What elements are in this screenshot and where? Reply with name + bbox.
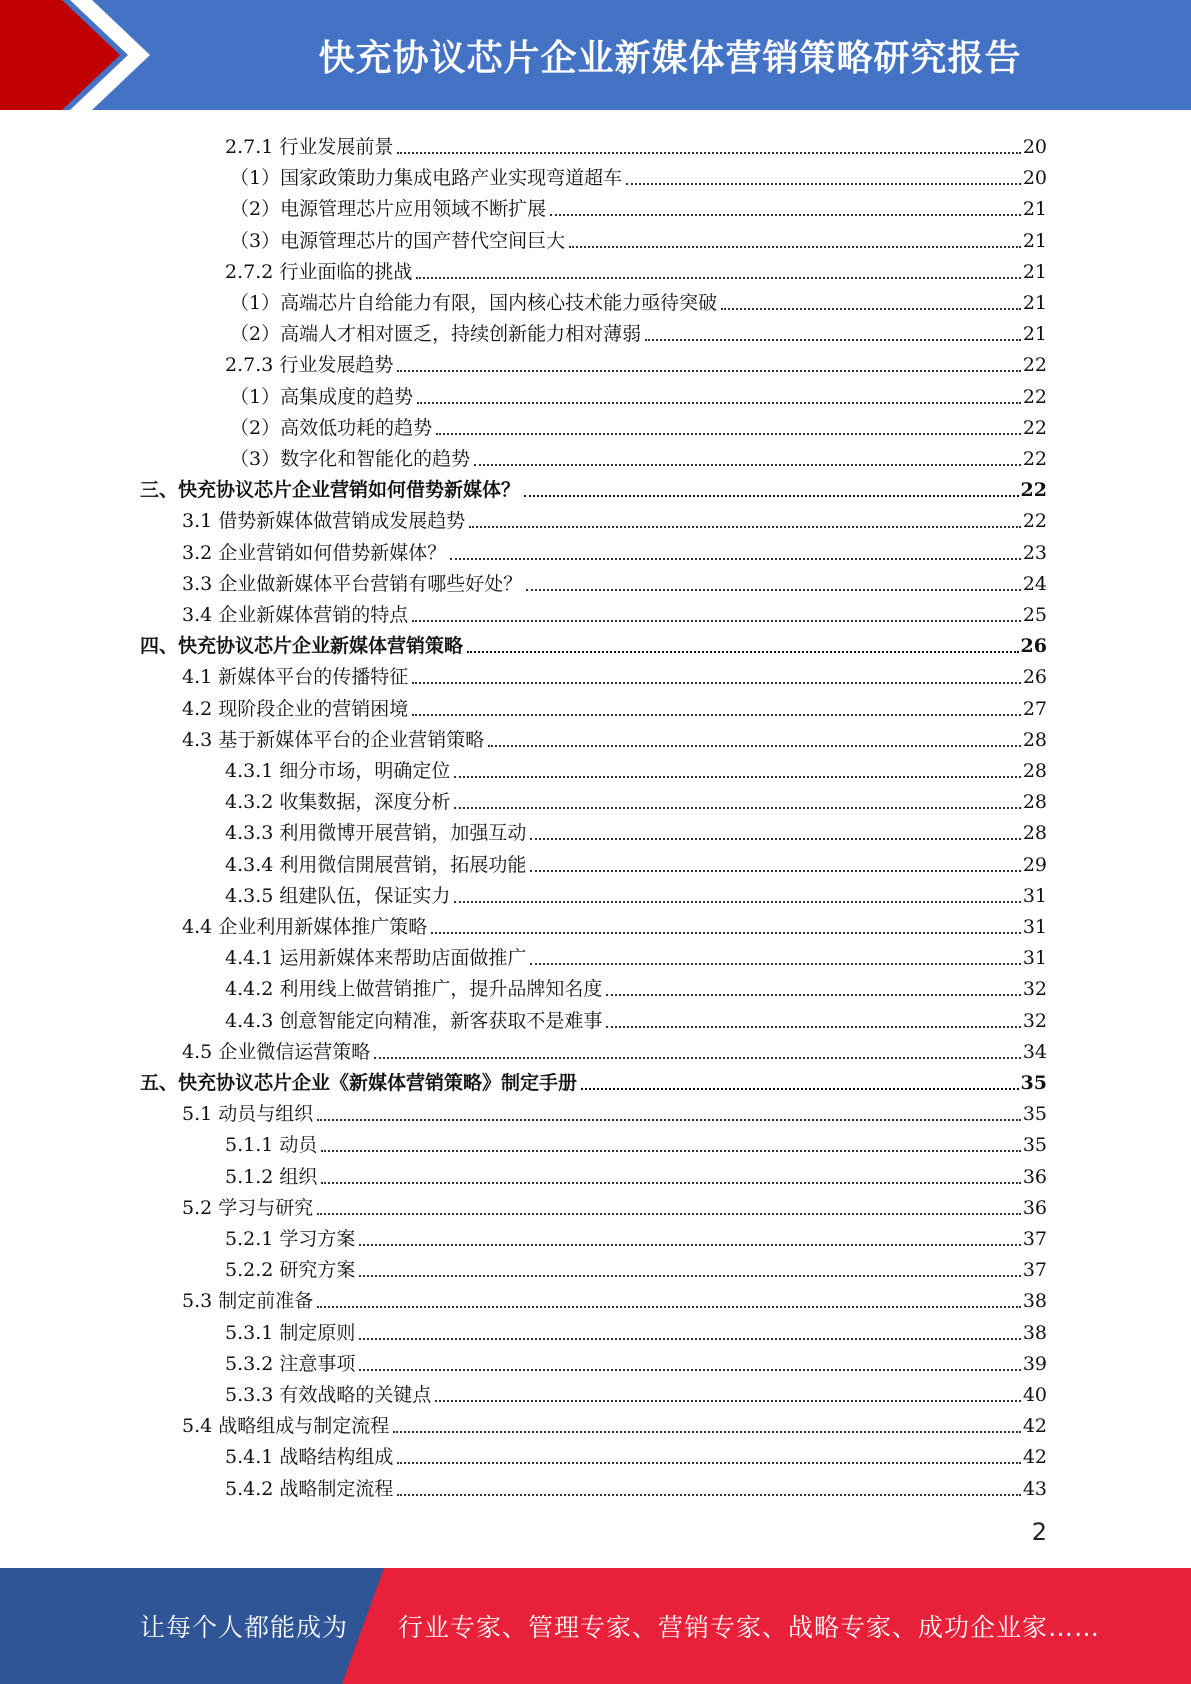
- toc-entry-page: 28: [1022, 822, 1047, 845]
- toc-entry-page: 27: [1022, 697, 1047, 720]
- toc-dot-leader: [431, 932, 1021, 934]
- toc-entry[interactable]: [182, 721, 1047, 752]
- toc-entry-page: 31: [1022, 947, 1047, 970]
- toc-entry[interactable]: [182, 658, 1047, 689]
- toc-entry-page: 28: [1022, 791, 1047, 814]
- toc-entry[interactable]: [230, 284, 1047, 315]
- toc-entry-label: （3）数字化和智能化的趋势: [230, 448, 471, 470]
- toc-dot-leader: [606, 1026, 1020, 1028]
- toc-entry-label: 5.2 学习与研究: [182, 1196, 314, 1219]
- toc-entry[interactable]: [225, 1376, 1047, 1407]
- toc-entry[interactable]: [225, 1470, 1047, 1501]
- toc-entry-page: 28: [1022, 728, 1047, 751]
- toc-dot-leader: [606, 994, 1020, 996]
- toc-entry[interactable]: [140, 471, 1047, 502]
- toc-entry[interactable]: [182, 534, 1047, 565]
- toc-entry[interactable]: [182, 1282, 1047, 1313]
- page-number: 2: [1031, 1518, 1047, 1546]
- toc-dot-leader: [359, 1369, 1020, 1371]
- toc-entry-page: 21: [1022, 229, 1047, 252]
- toc-entry[interactable]: [230, 315, 1047, 346]
- toc-dot-leader: [393, 1431, 1021, 1433]
- toc-entry-label: 4.3.1 细分市场，明确定位: [225, 760, 451, 782]
- toc-entry-label: 2.7.1 行业发展前景: [225, 136, 394, 158]
- toc-entry-label: 2.7.3 行业发展趋势: [225, 354, 394, 377]
- toc-dot-leader: [474, 464, 1021, 466]
- toc-dot-leader: [454, 807, 1020, 809]
- toc-entry-label: 4.2 现阶段企业的营销困境: [182, 697, 409, 720]
- toc-entry-label: 4.3.4 利用微信開展营销，拓展功能: [225, 853, 527, 876]
- toc-entry-page: 37: [1022, 1228, 1047, 1250]
- toc-entry-page: 35: [1022, 1103, 1047, 1126]
- toc-dot-leader: [581, 1088, 1019, 1090]
- toc-entry[interactable]: [225, 1126, 1047, 1157]
- toc-entry-label: 5.4 战略组成与制定流程: [182, 1415, 390, 1438]
- toc-entry[interactable]: [225, 877, 1047, 908]
- toc-dot-leader: [530, 838, 1020, 840]
- toc-dot-leader: [488, 745, 1021, 747]
- toc-entry-label: 5.1.2 组织: [225, 1165, 318, 1188]
- toc-entry-label: 4.4.2 利用线上做营销推广，提升品牌知名度: [225, 978, 603, 1001]
- toc-dot-leader: [569, 246, 1021, 248]
- toc-entry-page: 25: [1022, 604, 1047, 626]
- toc-entry-label: （1）高端芯片自给能力有限，国内核心技术能力亟待突破: [230, 292, 718, 314]
- toc-entry-label: 3.2 企业营销如何借势新媒体？: [182, 541, 447, 564]
- toc-entry[interactable]: [225, 783, 1047, 814]
- toc-entry[interactable]: [225, 1002, 1047, 1033]
- toc-entry[interactable]: [182, 1407, 1047, 1438]
- toc-entry-page: 31: [1022, 884, 1047, 907]
- toc-entry[interactable]: [182, 690, 1047, 721]
- toc-entry-page: 22: [1022, 510, 1047, 533]
- toc-dot-leader: [397, 1462, 1020, 1464]
- toc-dot-leader: [721, 308, 1021, 310]
- toc-entry[interactable]: [230, 378, 1047, 409]
- footer-slogan-right: 行业专家、管理专家、营销专家、战略专家、成功企业家……: [398, 1613, 1101, 1642]
- toc-dot-leader: [530, 870, 1020, 872]
- toc-entry[interactable]: [230, 190, 1047, 221]
- toc-entry[interactable]: [230, 440, 1047, 471]
- toc-dot-leader: [645, 339, 1021, 341]
- toc-dot-leader: [321, 1182, 1020, 1184]
- toc-entry-page: 26: [1020, 635, 1047, 658]
- toc-entry-label: （2）高效低功耗的趋势: [230, 416, 433, 439]
- toc-entry[interactable]: [140, 627, 1047, 658]
- toc-entry-page: 23: [1022, 541, 1047, 564]
- toc-entry-page: 22: [1022, 416, 1047, 439]
- toc-entry[interactable]: [140, 1064, 1047, 1095]
- toc-entry-page: 21: [1022, 198, 1047, 221]
- document-title: 快充协议芯片企业新媒体营销策略研究报告: [318, 37, 1022, 79]
- toc-entry[interactable]: [182, 1189, 1047, 1220]
- toc-dot-leader: [412, 682, 1021, 684]
- toc-entry[interactable]: [182, 1033, 1047, 1064]
- toc-entry-page: 39: [1022, 1352, 1047, 1375]
- toc-entry-page: 36: [1022, 1165, 1047, 1188]
- toc-entry[interactable]: [182, 502, 1047, 533]
- toc-entry-label: （1）国家政策助力集成电路产业实现弯道超车: [230, 167, 623, 190]
- toc-entry-page: 42: [1022, 1415, 1047, 1438]
- toc-dot-leader: [417, 402, 1021, 404]
- toc-entry[interactable]: [182, 908, 1047, 939]
- toc-entry[interactable]: [225, 1158, 1047, 1189]
- toc-entry[interactable]: [225, 970, 1047, 1001]
- toc-dot-leader: [317, 1213, 1021, 1215]
- toc-entry-label: 2.7.2 行业面临的挑战: [225, 260, 413, 283]
- toc-entry[interactable]: [225, 346, 1047, 377]
- toc-dot-leader: [397, 370, 1020, 372]
- toc-entry-label: （3）电源管理芯片的国产替代空间巨大: [230, 229, 566, 252]
- toc-entry-label: 4.4.3 创意智能定向精准，新客获取不是难事: [225, 1009, 603, 1032]
- toc-entry-page: 40: [1022, 1384, 1047, 1406]
- toc-dot-leader: [454, 901, 1020, 903]
- toc-entry-label: 4.4.1 运用新媒体来帮助店面做推广: [225, 947, 527, 970]
- toc-entry-page: 20: [1022, 167, 1047, 190]
- toc-dot-leader: [450, 558, 1021, 560]
- toc-entry-label: 5.2.1 学习方案: [225, 1228, 356, 1250]
- toc-entry-page: 21: [1022, 260, 1047, 283]
- toc-entry-page: 22: [1022, 448, 1047, 470]
- toc-entry-label: 三、快充协议芯片企业营销如何借势新媒体？: [140, 479, 521, 502]
- toc-entry-label: （2）电源管理芯片应用领域不断扩展: [230, 198, 547, 221]
- toc-entry-label: 5.3.3 有效战略的关键点: [225, 1384, 432, 1406]
- toc-entry-label: （2）高端人才相对匮乏，持续创新能力相对薄弱: [230, 323, 642, 346]
- toc-entry[interactable]: [182, 565, 1047, 596]
- toc-dot-leader: [359, 1244, 1020, 1246]
- toc-dot-leader: [550, 214, 1021, 216]
- toc-entry-page: 22: [1022, 385, 1047, 408]
- toc-entry-label: 3.3 企业做新媒体平台营销有哪些好处？: [182, 572, 523, 595]
- toc-dot-leader: [317, 1306, 1021, 1308]
- toc-entry-page: 29: [1022, 853, 1047, 876]
- toc-entry[interactable]: [225, 1220, 1047, 1251]
- toc-entry-page: 31: [1022, 916, 1047, 938]
- toc-entry[interactable]: [225, 1345, 1047, 1376]
- toc-entry-label: （1）高集成度的趋势: [230, 385, 414, 408]
- toc-entry-page: 34: [1022, 1040, 1047, 1063]
- footer-slogan-left: 让每个人都能成为: [140, 1613, 349, 1642]
- toc-entry[interactable]: [182, 1095, 1047, 1126]
- toc-entry-label: 5.4.2 战略制定流程: [225, 1477, 394, 1500]
- toc-dot-leader: [317, 1119, 1021, 1121]
- toc-entry-label: 5.3.1 制定原则: [225, 1321, 356, 1344]
- toc-dot-leader: [412, 620, 1021, 622]
- toc-dot-leader: [454, 776, 1020, 778]
- toc-entry-label: 5.1 动员与组织: [182, 1103, 314, 1126]
- toc-entry-label: 4.4 企业利用新媒体推广策略: [182, 916, 428, 938]
- toc-entry-page: 43: [1022, 1477, 1047, 1500]
- toc-dot-leader: [412, 714, 1021, 716]
- toc-entry-label: 3.4 企业新媒体营销的特点: [182, 604, 409, 626]
- toc-entry-page: 21: [1022, 292, 1047, 314]
- toc-entry-label: 4.3 基于新媒体平台的企业营销策略: [182, 728, 485, 751]
- toc-entry-label: 4.1 新媒体平台的传播特征: [182, 666, 409, 689]
- toc-entry-page: 20: [1022, 136, 1047, 158]
- toc-entry-label: 3.1 借势新媒体做营销成发展趋势: [182, 510, 466, 533]
- toc-entry[interactable]: [225, 814, 1047, 845]
- toc-entry-page: 22: [1022, 354, 1047, 377]
- toc-entry-page: 21: [1022, 323, 1047, 346]
- toc-entry-label: 5.1.1 动员: [225, 1134, 318, 1157]
- toc-dot-leader: [416, 277, 1020, 279]
- page-footer: [0, 1568, 1191, 1684]
- toc-entry-label: 4.5 企业微信运营策略: [182, 1040, 371, 1063]
- toc-entry-page: 32: [1022, 1009, 1047, 1032]
- toc-entry[interactable]: [230, 409, 1047, 440]
- toc-entry[interactable]: [230, 159, 1047, 190]
- toc-entry[interactable]: [225, 1314, 1047, 1345]
- toc-entry-label: 5.2.2 研究方案: [225, 1259, 356, 1282]
- toc-entry-page: 24: [1022, 572, 1047, 595]
- toc-dot-leader: [436, 433, 1021, 435]
- toc-dot-leader: [626, 183, 1021, 185]
- toc-entry[interactable]: [225, 846, 1047, 877]
- toc-entry-label: 4.3.2 收集数据，深度分析: [225, 791, 451, 814]
- toc-entry-label: 五、快充协议芯片企业《新媒体营销策略》制定手册: [140, 1072, 578, 1094]
- toc-entry-page: 28: [1022, 760, 1047, 782]
- toc-dot-leader: [374, 1057, 1021, 1059]
- toc-dot-leader: [397, 1494, 1020, 1496]
- toc-entry-page: 38: [1022, 1321, 1047, 1344]
- toc-entry-page: 37: [1022, 1259, 1047, 1282]
- toc-entry-label: 4.3.3 利用微博开展营销，加强互动: [225, 822, 527, 845]
- toc-entry-page: 22: [1020, 479, 1047, 502]
- toc-entry-label: 5.3.2 注意事项: [225, 1352, 356, 1375]
- toc-dot-leader: [359, 1338, 1020, 1340]
- toc-entry-label: 5.4.1 战略结构组成: [225, 1446, 394, 1469]
- page-header: [0, 0, 1191, 110]
- toc-dot-leader: [467, 651, 1019, 653]
- toc-dot-leader: [524, 495, 1019, 497]
- toc-entry-page: 38: [1022, 1290, 1047, 1313]
- toc-dot-leader: [359, 1275, 1020, 1277]
- toc-entry-label: 4.3.5 组建队伍，保证实力: [225, 884, 451, 907]
- toc-entry[interactable]: [225, 752, 1047, 783]
- toc-entry-page: 42: [1022, 1446, 1047, 1469]
- toc-entry[interactable]: [225, 128, 1047, 159]
- toc-dot-leader: [397, 152, 1020, 154]
- toc-entry-page: 35: [1020, 1072, 1047, 1094]
- toc-entry[interactable]: [225, 253, 1047, 284]
- toc-dot-leader: [530, 963, 1020, 965]
- header-arrow-decoration: [0, 0, 200, 110]
- toc-entry[interactable]: [225, 1438, 1047, 1469]
- toc-dot-leader: [321, 1150, 1020, 1152]
- toc-dot-leader: [526, 589, 1021, 591]
- toc-entry-page: 36: [1022, 1196, 1047, 1219]
- toc-entry[interactable]: [225, 939, 1047, 970]
- toc-entry[interactable]: [182, 596, 1047, 627]
- toc-dot-leader: [469, 526, 1021, 528]
- toc-entry[interactable]: [225, 1251, 1047, 1282]
- toc-entry-page: 26: [1022, 666, 1047, 689]
- toc-entry-page: 35: [1022, 1134, 1047, 1157]
- toc-entry-label: 四、快充协议芯片企业新媒体营销策略: [140, 635, 464, 658]
- toc-entry-page: 32: [1022, 978, 1047, 1001]
- toc-entry[interactable]: [230, 222, 1047, 253]
- toc-dot-leader: [435, 1400, 1020, 1402]
- toc-entry-label: 5.3 制定前准备: [182, 1290, 314, 1313]
